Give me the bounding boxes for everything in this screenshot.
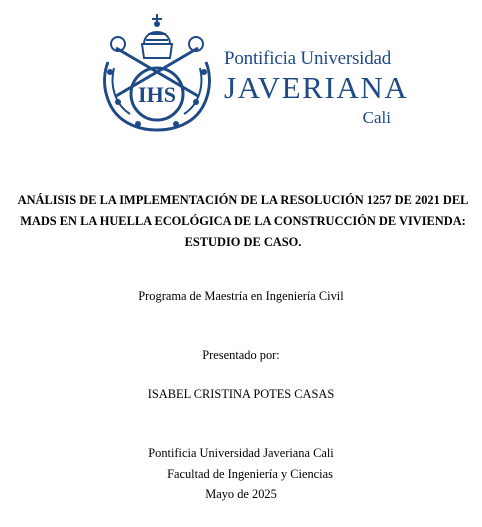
university-name: Pontificia Universidad Javeriana Cali bbox=[148, 446, 334, 460]
wordmark-line-3: Cali bbox=[362, 108, 391, 127]
university-wordmark bbox=[224, 48, 409, 132]
university-logo bbox=[96, 10, 409, 136]
presented-by-label: Presentado por: bbox=[202, 348, 280, 362]
program-name: Programa de Maestría en Ingeniería Civil bbox=[138, 289, 344, 303]
title-line-3: ESTUDIO DE CASO. bbox=[184, 235, 302, 249]
wordmark-line-2: JAVERIANA bbox=[224, 70, 409, 105]
title-line-2: MADS EN LA HUELLA ECOLÓGICA DE LA CONSTRUCCIÓN DE VIVIENDA: bbox=[20, 214, 466, 228]
title-line-1: ANÁLISIS DE LA IMPLEMENTACIÓN DE LA RESOLUCIÓN 1257 DE 2021 DEL bbox=[17, 193, 469, 207]
university-seal-icon bbox=[96, 10, 218, 134]
seal-monogram: IHS bbox=[138, 82, 176, 107]
wordmark-line-1: Pontificia Universidad bbox=[224, 48, 392, 69]
submission-date: Mayo de 2025 bbox=[205, 487, 277, 501]
thesis-title bbox=[14, 190, 472, 253]
author-name: ISABEL CRISTINA POTES CASAS bbox=[147, 387, 335, 401]
faculty-name: Facultad de Ingeniería y Ciencias bbox=[167, 467, 333, 481]
